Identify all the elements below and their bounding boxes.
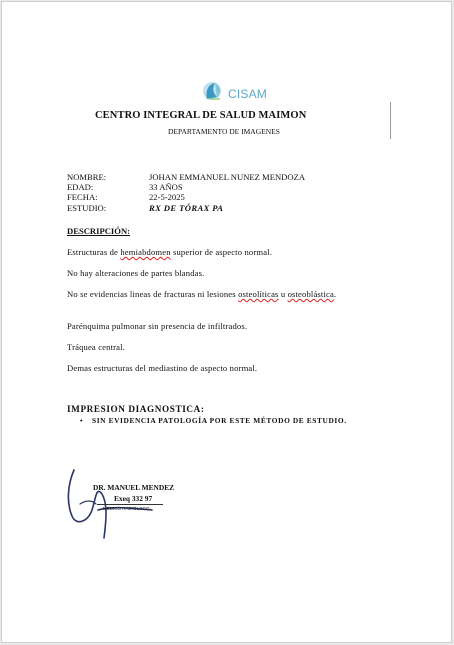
- name-value: JOHAN EMMANUEL NUNEZ MENDOZA: [149, 172, 306, 182]
- study-row: [67, 203, 223, 213]
- age-value: 33 AÑOS: [149, 182, 183, 192]
- logo-text: CISAM: [228, 87, 268, 101]
- date-row: [67, 192, 185, 202]
- finding-1: Estructuras de hemiabdomen superior de aspecto normal.: [67, 247, 272, 257]
- age-label: EDAD:: [67, 182, 94, 192]
- bullet: •: [80, 416, 84, 425]
- doctor-role: MÉDICO RADIÓLOGO: [103, 506, 150, 511]
- impression-heading: IMPRESION DIAGNOSTICA:: [67, 404, 205, 414]
- study-value: RX DE TÓRAX PA: [149, 203, 224, 213]
- finding-6: Demas estructuras del mediastino de aspecto normal.: [67, 363, 258, 373]
- report-page: [1, 1, 452, 643]
- header-divider: [390, 102, 391, 139]
- spellcheck-word: hemiabdomen: [120, 247, 171, 257]
- date-label: FECHA:: [67, 192, 98, 202]
- description-heading: DESCRIPCIÓN:: [67, 226, 131, 236]
- doctor-name: DR. MANUEL MENDEZ: [93, 483, 175, 492]
- finding-5: Tráquea central.: [67, 342, 125, 352]
- exequatur: Exeq 332 97: [114, 494, 153, 503]
- impression-item: [80, 416, 347, 425]
- finding-4: Parénquima pulmonar sin presencia de infiltrados.: [67, 321, 248, 331]
- patient-name-row: [67, 172, 305, 182]
- signature-line: [97, 504, 163, 505]
- finding-2: No hay alteraciones de partes blandas.: [67, 268, 205, 278]
- name-label: NOMBRE:: [67, 172, 107, 182]
- spellcheck-word: osteolíticas: [238, 289, 279, 299]
- department-title: DEPARTAMENTO DE IMAGENES: [168, 127, 280, 136]
- date-value: 22-5-2025: [149, 192, 185, 202]
- spellcheck-word: osteoblástica: [287, 289, 334, 299]
- center-title: CENTRO INTEGRAL DE SALUD MAIMON: [95, 110, 307, 121]
- finding-3: No se evidencias lineas de fracturas ni lesiones osteolíticas u osteoblástica.: [67, 289, 337, 299]
- impression-text: SIN EVIDENCIA PATOLOGÍA POR ESTE MÉTODO DE ESTUDIO.: [92, 416, 347, 425]
- study-label: ESTUDIO:: [67, 203, 107, 213]
- patient-age-row: [67, 182, 183, 192]
